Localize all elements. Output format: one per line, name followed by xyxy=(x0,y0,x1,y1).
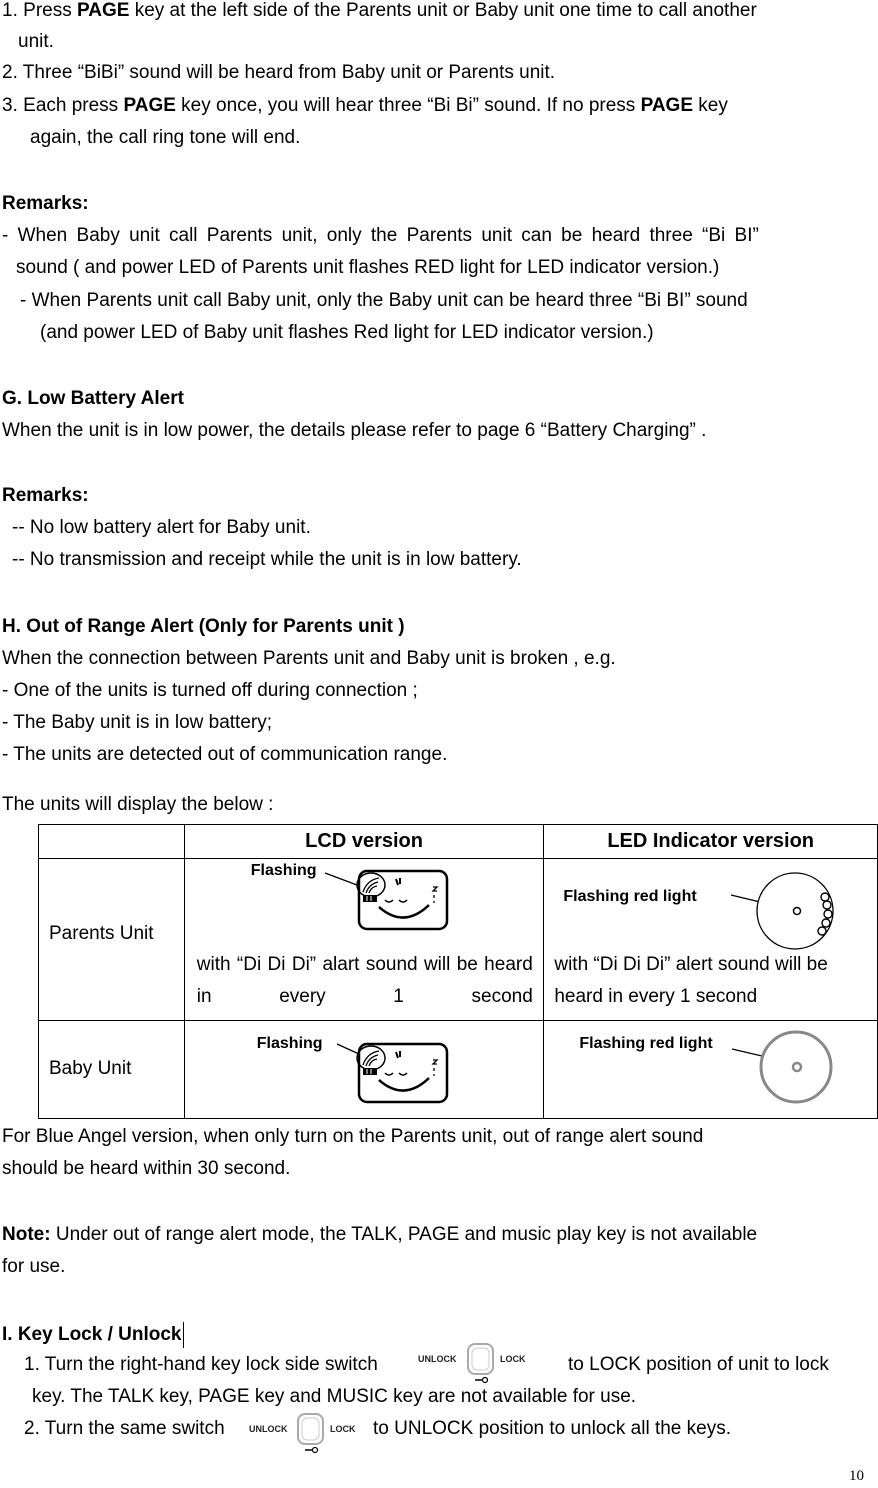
lcd-cell-baby xyxy=(184,1021,544,1119)
lcd-description: with “Di Di Di” alart sound will be heard in every 1 second xyxy=(196,954,533,1007)
remark-line: -- No transmission and receipt while the unit is in low battery. xyxy=(12,549,522,570)
section-i-step1: 1. Turn the right-hand key lock side switch xyxy=(24,1354,378,1375)
step-2 xyxy=(2,62,555,84)
step-text: key at the left side of the Parents unit or Baby unit one time to call another xyxy=(129,0,757,21)
header-led: LED Indicator version xyxy=(544,825,878,859)
row-label-cell xyxy=(39,859,185,1021)
step-number: 2. xyxy=(2,62,18,83)
section-h-line: - The units are detected out of communication range. xyxy=(2,744,448,765)
note-text: Under out of range alert mode, the TALK, PAGE and music play key is not available xyxy=(50,1224,758,1245)
flashing-red-light-label: Flashing red light xyxy=(563,888,697,905)
key-name: PAGE xyxy=(123,95,176,116)
section-g-body: When the unit is in low power, the details please refer to page 6 “Battery Charging” . xyxy=(2,420,707,441)
remarks-heading: Remarks: xyxy=(2,485,89,506)
step-1 xyxy=(2,0,757,22)
key-name: PAGE xyxy=(77,0,130,21)
remark-line: - When Baby unit call Parents unit, only the Parents unit can be heard three “Bi BI” xyxy=(2,225,759,246)
section-h-line: - One of the units is turned off during connection ; xyxy=(2,680,418,701)
section-i-step2-post: to UNLOCK position to unlock all the keys. xyxy=(373,1418,732,1439)
switch-unlock-label: UNLOCK xyxy=(418,1354,457,1364)
header-empty xyxy=(39,825,185,859)
remarks-heading: Remarks: xyxy=(2,193,89,214)
section-g-heading: G. Low Battery Alert xyxy=(2,388,184,409)
section-h-heading: H. Out of Range Alert (Only for Parents unit ) xyxy=(2,616,405,637)
section-i-step1-post: to LOCK position of unit to lock xyxy=(568,1354,829,1375)
step-number: 1. xyxy=(2,0,18,21)
led-cell-parents xyxy=(544,859,878,1021)
step-3-continuation: again, the call ring tone will end. xyxy=(30,127,301,148)
switch-unlock-label: UNLOCK xyxy=(249,1424,288,1434)
note-line xyxy=(2,1224,757,1246)
lcd-cell-parents xyxy=(184,859,544,1021)
page-number: 10 xyxy=(849,1468,864,1484)
switch-lock-label: LOCK xyxy=(500,1354,526,1364)
key-name: PAGE xyxy=(640,95,694,116)
section-h-line: - The Baby unit is in low battery; xyxy=(2,712,272,733)
step-text: Press xyxy=(23,0,77,21)
remark-line: sound ( and power LED of Parents unit flashes RED light for LED indicator version.) xyxy=(16,257,720,278)
header-lcd: LCD version xyxy=(184,825,544,859)
row-label-parents: Parents Unit xyxy=(49,923,154,944)
flashing-label: Flashing xyxy=(256,1035,323,1052)
step-3 xyxy=(2,95,728,117)
step-number: 3. xyxy=(2,95,18,116)
step-text: key xyxy=(693,95,728,116)
remark-line: - When Parents unit call Baby unit, only the Baby unit can be heard three “Bi BI” sound xyxy=(20,290,748,311)
remark-line: (and power LED of Baby unit flashes Red light for LED indicator version.) xyxy=(40,322,654,343)
alert-display-table xyxy=(38,824,878,1119)
table-row-parents xyxy=(39,859,878,1021)
row-label-baby: Baby Unit xyxy=(49,1058,132,1079)
key-lock-switch-icon xyxy=(415,1342,535,1384)
section-i-title: I. Key Lock / Unlock xyxy=(2,1324,182,1346)
section-i-heading xyxy=(2,1322,184,1348)
blue-angel-line: For Blue Angel version, when only turn on the Parents unit, out of range alert sound xyxy=(2,1126,704,1147)
text-cursor xyxy=(183,1322,184,1348)
step-1-continuation: unit. xyxy=(18,31,54,52)
led-cell-baby xyxy=(544,1021,878,1119)
table-header-row xyxy=(39,825,878,859)
flashing-label: Flashing xyxy=(250,862,317,879)
switch-lock-label: LOCK xyxy=(330,1424,356,1434)
key-lock-switch-icon xyxy=(246,1412,366,1454)
table-row-baby xyxy=(39,1021,878,1119)
step-text: Each press xyxy=(23,95,124,116)
note-label: Note: xyxy=(2,1224,51,1245)
display-intro: The units will display the below : xyxy=(2,794,274,815)
lcd-display-icon xyxy=(329,1038,449,1114)
lcd-display-icon xyxy=(329,865,449,941)
led-indicator-icon xyxy=(734,1031,834,1111)
section-h-line: When the connection between Parents unit and Baby unit is broken , e.g. xyxy=(2,648,616,669)
step-text: key once, you will hear three “Bi Bi” sound. If no press xyxy=(175,95,641,116)
section-i-step1-cont: key. The TALK key, PAGE key and MUSIC key are not available for use. xyxy=(32,1386,637,1407)
flashing-red-light-label: Flashing red light xyxy=(579,1035,713,1052)
blue-angel-line: should be heard within 30 second. xyxy=(2,1158,291,1179)
remark-line: -- No low battery alert for Baby unit. xyxy=(12,517,311,538)
note-line-continuation: for use. xyxy=(2,1256,66,1277)
section-i-step2: 2. Turn the same switch xyxy=(24,1418,225,1439)
led-description: with “Di Di Di” alert sound will be heard in every 1 second xyxy=(554,954,828,1007)
step-text: Three “BiBi” sound will be heard from Baby unit or Parents unit. xyxy=(22,62,556,83)
row-label-cell xyxy=(39,1021,185,1119)
